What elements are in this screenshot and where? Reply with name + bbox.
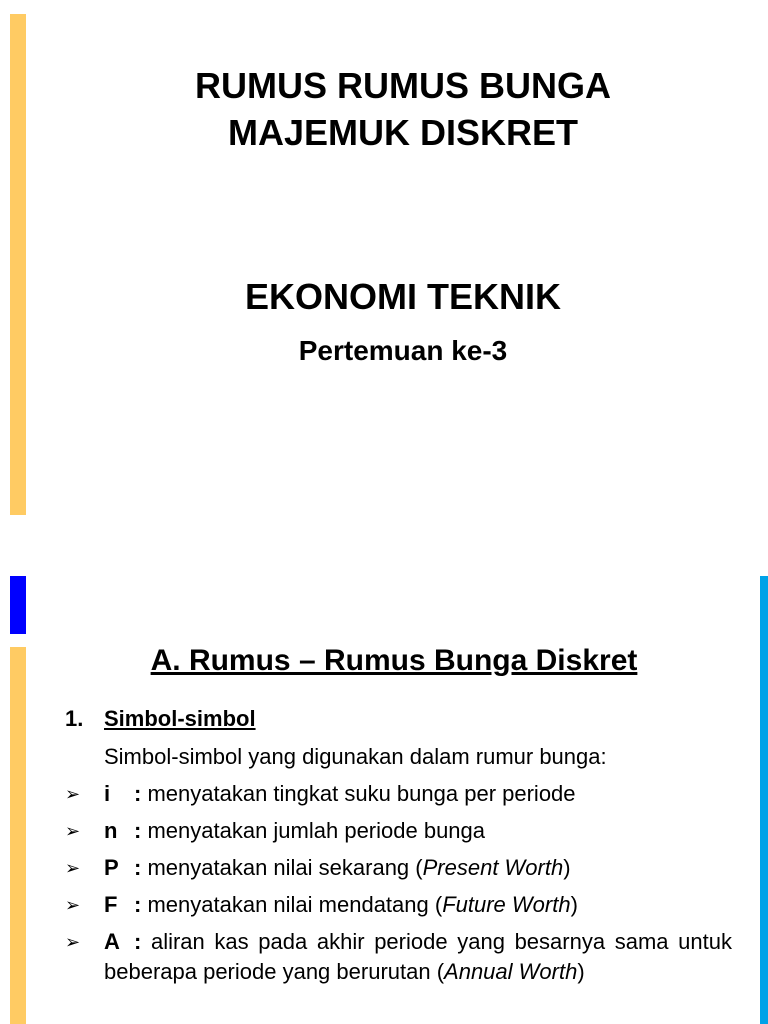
colon: : <box>134 781 142 806</box>
description: aliran kas pada akhir periode yang besarnya sama untuk beberapa periode yang berurutan ( <box>104 929 732 984</box>
symbol-label: A <box>104 929 120 954</box>
colon: : <box>134 855 142 880</box>
description: menyatakan nilai sekarang ( <box>147 855 423 880</box>
description-italic: Annual Worth <box>444 959 578 984</box>
symbol-label: F <box>104 892 118 917</box>
bullet-text <box>104 853 732 883</box>
slide1-subtitle: EKONOMI TEKNIK <box>244 276 561 317</box>
arrow-bullet-icon: ➢ <box>65 932 81 952</box>
arrow-bullet-icon: ➢ <box>65 821 81 841</box>
slide2-heading-text: A. Rumus – Rumus Bunga Diskret <box>150 644 638 677</box>
arrow-bullet-icon: ➢ <box>65 784 81 804</box>
description-italic: Future Worth <box>442 892 571 917</box>
slide1-title-line2: MAJEMUK DISKRET <box>227 112 578 153</box>
slide1-meeting-label: Pertemuan ke-3 <box>298 335 508 366</box>
description-end: ) <box>577 959 585 984</box>
section-title: Simbol-simbol <box>104 706 256 731</box>
slide2-yellow-accent-bar <box>10 647 26 1024</box>
description-italic: Present Worth <box>422 855 564 880</box>
arrow-bullet-icon: ➢ <box>65 895 81 915</box>
slide1-title-line1: RUMUS RUMUS BUNGA <box>195 65 611 106</box>
description: menyatakan nilai mendatang ( <box>147 892 443 917</box>
slide2-blue-accent-bar <box>10 576 26 634</box>
section-number: 1. <box>65 706 84 731</box>
bullet-text <box>104 927 732 987</box>
description-end: ) <box>563 855 571 880</box>
colon: : <box>134 892 142 917</box>
colon: : <box>134 818 142 843</box>
symbol-label: n <box>104 818 118 843</box>
symbol-label: P <box>104 855 119 880</box>
bullet-text <box>104 890 732 920</box>
slide1-title <box>0 62 768 156</box>
colon: : <box>134 929 142 954</box>
slide2-heading <box>0 641 768 681</box>
description: menyatakan jumlah periode bunga <box>147 818 486 843</box>
symbol-label: i <box>104 781 111 806</box>
intro-text: Simbol-simbol yang digunakan dalam rumur bunga: <box>104 744 607 769</box>
description: menyatakan tingkat suku bunga per periode <box>147 781 576 806</box>
bullet-text <box>104 816 732 846</box>
bullet-text <box>104 779 732 809</box>
arrow-bullet-icon: ➢ <box>65 858 81 878</box>
description-end: ) <box>570 892 578 917</box>
